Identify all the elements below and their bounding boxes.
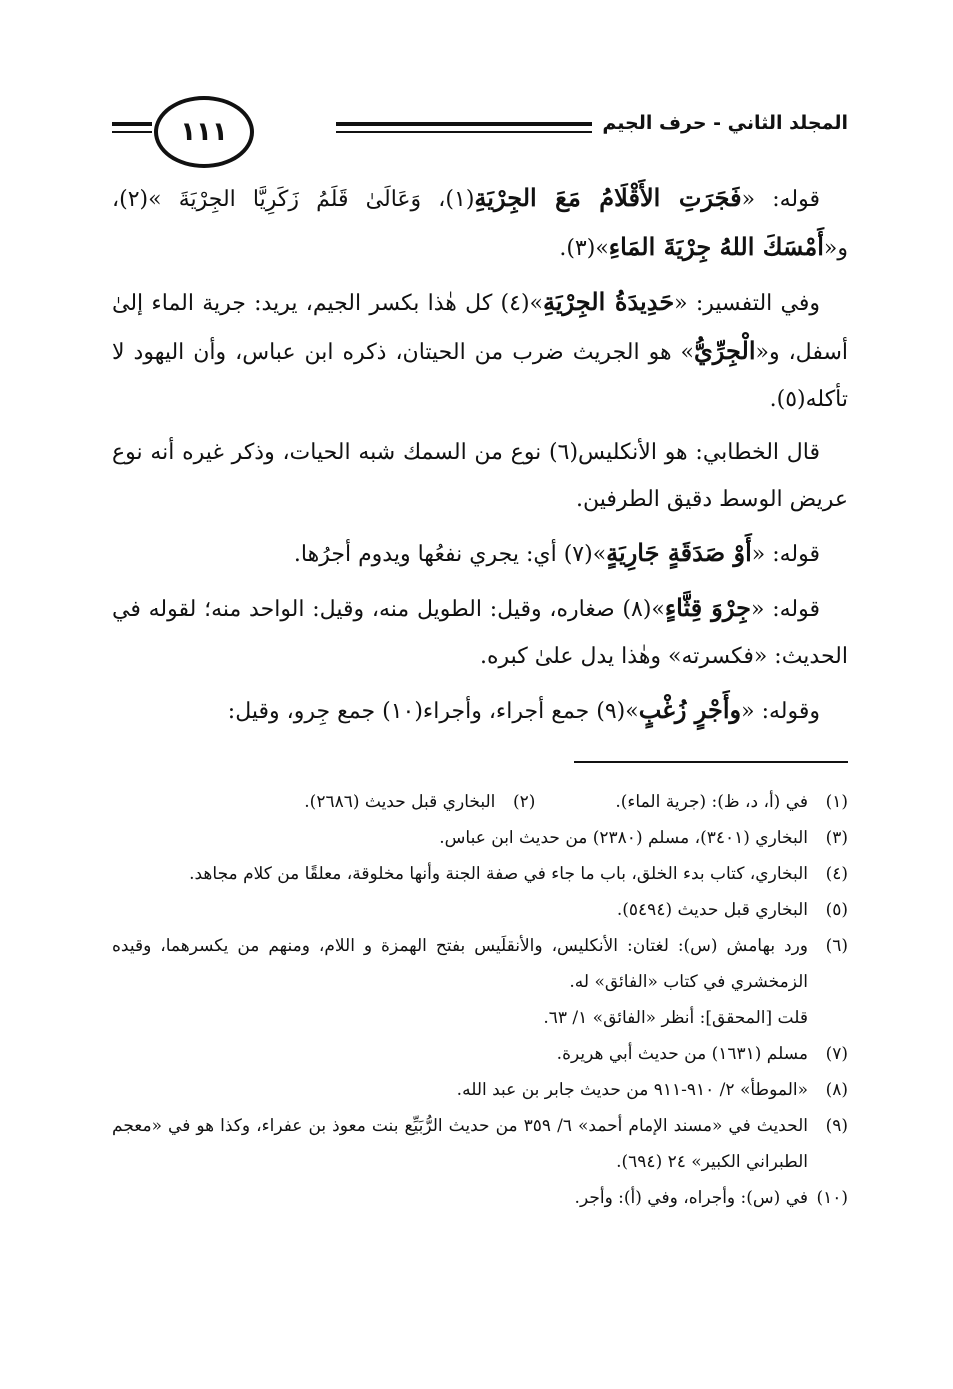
text: » هو الجريث ضرب من الحيتان، ذكره ابن عباس، وأن اليهود لا تأكله(٥). xyxy=(112,340,848,412)
footnote-9 xyxy=(112,1108,848,1180)
text: »(٣). xyxy=(559,236,609,261)
text: »(٧) أي: يجري نفعُها ويدوم أجرُها. xyxy=(293,542,607,567)
footnote-6 xyxy=(112,928,848,1036)
quoted-term: جِرْوَ قِثَّاءٍ xyxy=(664,593,751,622)
footnote-text: في (أ، د، ظ): (جرية الماء). xyxy=(615,792,808,812)
paragraph-1 xyxy=(112,174,848,272)
footnote-row xyxy=(112,784,848,820)
page-header xyxy=(112,92,848,170)
footnote-text: في (س): وأجراه، وفي (أ): وأجر. xyxy=(574,1188,808,1208)
paragraph-5 xyxy=(112,584,848,680)
footnote-text: البخاري (٣٤٠١)، مسلم (٢٣٨٠) من حديث ابن عباس. xyxy=(439,828,808,848)
quoted-term: فَجَرَتِ الأَقْلَامُ مَعَ الجِرْيَةِ xyxy=(474,183,742,212)
quoted-term: الْجِرِّيُّ xyxy=(694,336,756,365)
footnote-number: (٤) xyxy=(825,864,848,884)
text: قوله: « xyxy=(751,542,820,567)
paragraph-6 xyxy=(112,686,848,735)
footnote-number: (٥) xyxy=(825,900,848,920)
footnote-text: «الموطأ» ٢/ ٩١٠-٩١١ من حديث جابر بن عبد الله. xyxy=(456,1080,808,1100)
footnote-number: (٦) xyxy=(825,936,848,956)
text: قوله: « xyxy=(750,597,821,622)
quoted-term: أَمْسَكَ اللهُ جِرْيَةَ المَاءِ xyxy=(608,232,824,261)
footnote-number: (٧) xyxy=(825,1044,848,1064)
footnote-text: البخاري، كتاب بدء الخلق، باب ما جاء في صفة الجنة وأنها مخلوقة، معلقًا من كلام مجاهد. xyxy=(189,864,808,884)
footnote-number: (١٠) xyxy=(816,1188,848,1208)
main-text xyxy=(112,174,848,741)
footnote-number: (٣) xyxy=(825,828,848,848)
paragraph-3: قال الخطابي: هو الأنكليس(٦) نوع من السمك شبه الحيات، وذكر غيره أنه نوع عريض الوسط دقيق الطرفين. xyxy=(112,440,848,512)
footnote-8 xyxy=(112,1072,848,1108)
footnote-number: (٢) xyxy=(512,792,536,812)
footnotes xyxy=(112,784,848,1216)
text: »(٨) صغاره، وقيل: الطويل منه، وقيل: الواحد منه؛ لقوله في الحديث: «فكسرته» وهٰذا يدل علىٰ كبره. xyxy=(112,597,848,669)
text: »(٤) كل هٰذا بكسر الجيم، يريد: جرية الماء إلىٰ أسفل، و« xyxy=(112,291,849,365)
footnote-10 xyxy=(112,1180,848,1216)
page-number: ١١١ xyxy=(154,96,254,168)
footnote-2 xyxy=(304,784,535,820)
footnote-3 xyxy=(112,820,848,856)
quoted-term: حَدِيدَةُ الجِرْيَةِ xyxy=(543,287,675,316)
paragraph-4 xyxy=(112,529,848,578)
footnote-5 xyxy=(112,892,848,928)
text: قوله: « xyxy=(741,187,821,212)
text: (١)، وَعَالَىٰ قَلَمُ زَكَرِيَّا الجِرْيَةَ »(٢)، و« xyxy=(112,187,848,261)
footnote-4 xyxy=(112,856,848,892)
footnote-text: البخاري قبل حديث (٥٤٩٤). xyxy=(616,900,808,920)
footnote-7 xyxy=(112,1036,848,1072)
text: وفي التفسير: « xyxy=(674,291,820,316)
running-title: المجلد الثاني - حرف الجيم xyxy=(592,112,848,134)
footnote-text xyxy=(112,928,808,1036)
quoted-term: أَوْ صَدَقَةٍ جَارِيَةٍ xyxy=(606,538,752,567)
text: »(٩) جمع أجراء، وأجراء(١٠) جمع جِرو، وقيل: xyxy=(227,699,639,724)
footnote-text: البخاري قبل حديث (٢٦٨٦). xyxy=(304,792,496,812)
quoted-term: وأَجْرٍ زُغْبٍ xyxy=(638,695,742,724)
footnote-text: مسلم (١٦٣١) من حديث أبي هريرة. xyxy=(556,1044,808,1064)
footnote-number: (٨) xyxy=(825,1080,848,1100)
text: وقوله: « xyxy=(741,699,820,724)
footnote-number: (٩) xyxy=(825,1116,848,1136)
paragraph-2 xyxy=(112,278,848,423)
footnote-separator xyxy=(574,761,848,763)
footnote-text-part: ورد بهامش (س): لغتان: الأنكليس، والأنقلَيس بفتح الهمزة و اللام، ومنهم من يكسرهما، وقيده الزمخشري في كتاب «الفائق» له. xyxy=(112,936,808,992)
footnote-1 xyxy=(615,784,848,820)
footnote-number: (١) xyxy=(825,792,848,812)
footnote-text-part: قلت [المحقق]: أنظر «الفائق» ١/ ٦٣. xyxy=(543,1008,808,1028)
footnote-text: الحديث في «مسند الإمام أحمد» ٦/ ٣٥٩ من حديث الرُّبَيِّع بنت معوذ بن عفراء، وكذا هو في «معجم الطبراني الكبير» ٢٤ (٦٩٤). xyxy=(112,1116,808,1172)
